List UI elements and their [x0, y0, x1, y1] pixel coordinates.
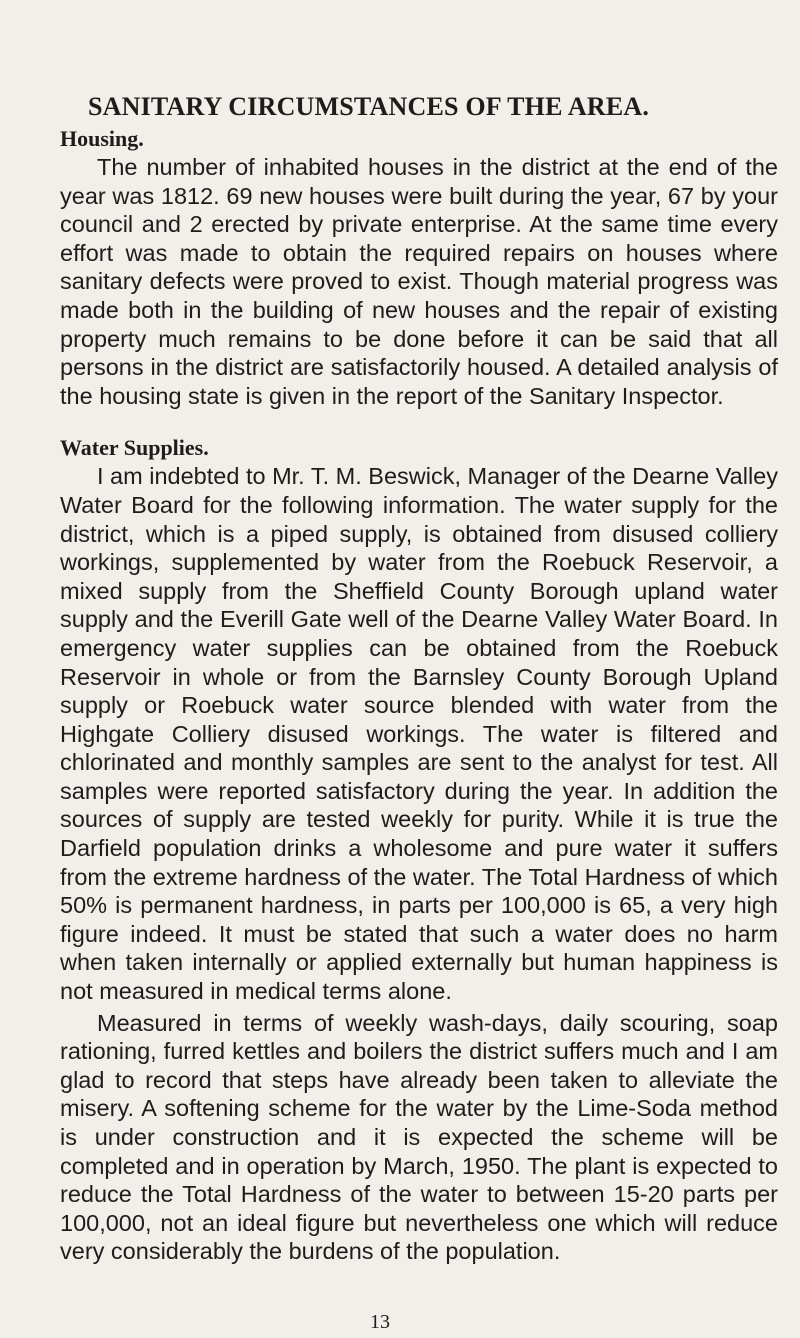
water-supplies-paragraph-1: I am indebted to Mr. T. M. Beswick, Manager of the Dearne Valley Water Board for the following information. The water supply for the district, which is a piped supply, is obtained from disused colliery workings, supplemented by water from the Roebuck Reservoir, a mixed supply from the Sheffield County Borough upland water supply and the Everill Gate well of the Dearne Valley Water Board. In emergency water supplies can be obtained from the Roebuck Reservoir in whole or from the Barnsley County Borough Upland supply or Roebuck water source blended with water from the Highgate Colliery disused workings. The water is filtered and chlorinated and monthly samples are sent to the analyst for test. All samples were reported satisfactory during the year. In addition the sources of supply are tested weekly for purity. While it is true the Darfield population drinks a wholesome and pure water it suffers from the extreme hardness of the water. The Total Hardness of which 50% is permanent hardness, in parts per 100,000 is 65, a very high figure indeed. It must be stated that such a water does no harm when taken internally or applied externally but human happiness is not measured in medical terms alone.	[60, 463, 778, 1005]
section-heading-housing: Housing.	[60, 126, 144, 151]
page-number: 13	[370, 1311, 390, 1333]
document-page	[60, 92, 778, 1266]
housing-paragraph: The number of inhabited houses in the district at the end of the year was 1812. 69 new houses were built during the year, 67 by your council and 2 erected by private enterprise. At the same time every effort was made to obtain the required repairs on houses where sanitary defects were proved to exist. Though material progress was made both in the building of new houses and the repair of existing property much remains to be done before it can be said that all persons in the district are satisfactorily housed. A detailed analysis of the housing state is given in the report of the Sanitary Inspector.	[60, 154, 778, 409]
page-title: SANITARY CIRCUMSTANCES OF THE AREA.	[88, 92, 650, 121]
section-heading-water-supplies: Water Supplies.	[60, 435, 209, 461]
water-supplies-paragraph-2: Measured in terms of weekly wash-days, daily scouring, soap rationing, furred kettles and boilers the district suffers much and I am glad to record that steps have already been taken to alleviate the misery. A softening scheme for the water by the Lime-Soda method is under construction and it is expected the scheme will be completed and in operation by March, 1950. The plant is expected to reduce the Total Hardness of the water to between 15-20 parts per 100,000, not an ideal figure but nevertheless one which will reduce very considerably the burdens of the population.	[60, 1009, 778, 1265]
